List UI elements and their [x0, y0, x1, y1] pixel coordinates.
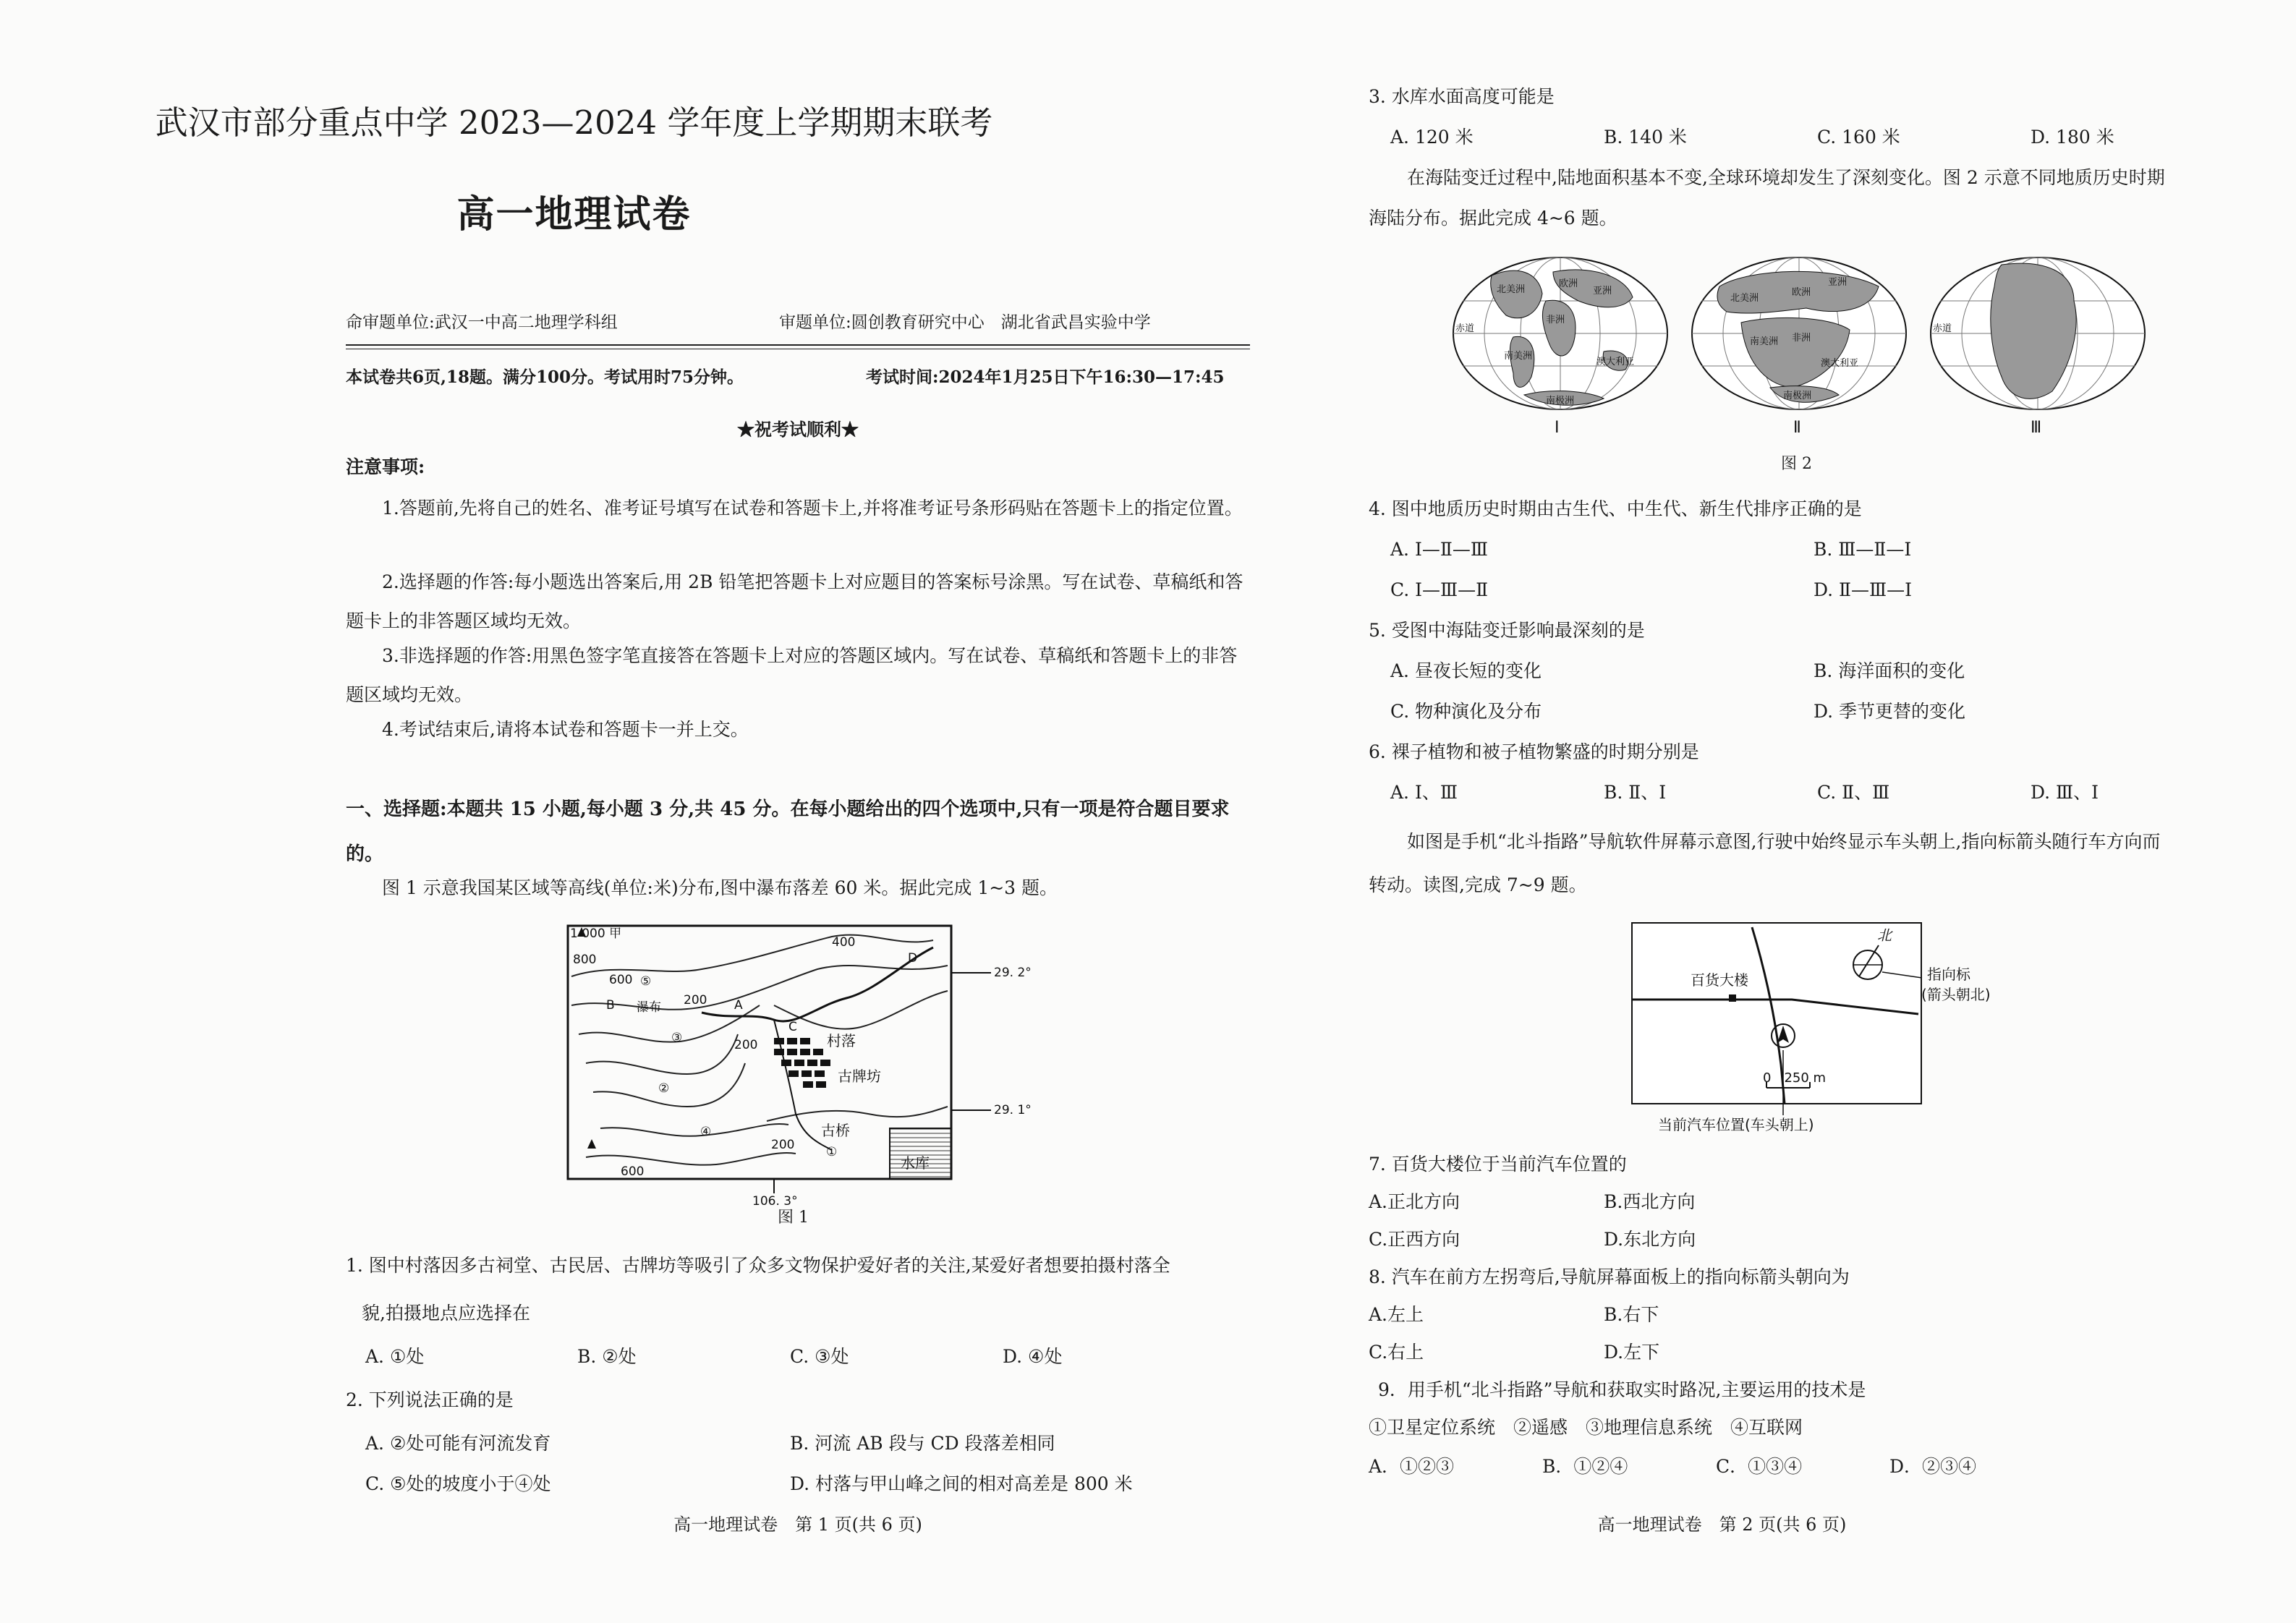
label-200b: 200 — [734, 1038, 758, 1052]
q5-option-b[interactable]: B. 海洋面积的变化 — [1814, 660, 1965, 681]
notice-2: 2.选择题的作答:每小题选出答案后,用 2B 铅笔把答题卡上对应题目的答案标号涂黑。写在试卷、草稿纸和答题卡上的非答题区域均无效。 — [346, 571, 1243, 631]
label-point-3: ③ — [671, 1031, 683, 1045]
page-1-footer: 高一地理试卷 第 1 页(共 6 页) — [673, 1515, 922, 1535]
peak-icon — [587, 1139, 596, 1149]
q7-option-a[interactable]: A.正北方向 — [1369, 1191, 1460, 1212]
q5-option-d[interactable]: D. 季节更替的变化 — [1814, 701, 1966, 722]
label-600b: 600 — [621, 1164, 645, 1179]
label-D: D — [908, 951, 918, 966]
notice-3: 3.非选择题的作答:用黑色签字笔直接答在答题卡上对应的答题区域内。写在试卷、草稿纸和答题卡上的非答题区域均无效。 — [346, 645, 1238, 705]
north-label: 北 — [1877, 926, 1892, 944]
q6-option-c[interactable]: C. Ⅱ、Ⅲ — [1817, 782, 1890, 803]
label-200a: 200 — [684, 993, 707, 1008]
label-reservoir: 水库 — [901, 1154, 930, 1172]
label-lat-2: 29. 1° — [994, 1103, 1032, 1117]
label-antarctica: 南极洲 — [1546, 396, 1575, 406]
q4-option-c[interactable]: C. Ⅰ—Ⅲ—Ⅱ — [1390, 579, 1489, 600]
globe-2 — [1692, 257, 1906, 437]
q1-option-c[interactable]: C. ③处 — [790, 1346, 849, 1367]
q4-6-intro-line2: 海陆分布。据此完成 4~6 题。 — [1369, 208, 1617, 229]
label-400: 400 — [832, 935, 856, 950]
q5-option-a[interactable]: A. 昼夜长短的变化 — [1390, 660, 1542, 681]
label-europe-2: 欧洲 — [1792, 287, 1811, 298]
q1-option-b[interactable]: B. ②处 — [577, 1346, 637, 1367]
label-B: B — [606, 998, 615, 1013]
contour-line — [600, 1124, 788, 1136]
q2-option-d[interactable]: D. 村落与甲山峰之间的相对高差是 800 米 — [790, 1473, 1133, 1494]
q7-9-intro-line2: 转动。读图,完成 7~9 题。 — [1369, 874, 1587, 895]
figure-1-caption: 图 1 — [778, 1209, 809, 1227]
globe-label-3: Ⅲ — [2031, 419, 2042, 437]
q1-stem-line2: 貌,拍摄地点应选择在 — [362, 1303, 530, 1324]
label-asia: 亚洲 — [1593, 286, 1612, 297]
label-jia: 1 000 甲 — [570, 926, 622, 941]
q4-option-a[interactable]: A. Ⅰ—Ⅱ—Ⅲ — [1390, 539, 1488, 560]
label-C: C — [788, 1020, 797, 1034]
q2-option-b[interactable]: B. 河流 AB 段与 CD 段落差相同 — [790, 1433, 1055, 1454]
q9-option-b[interactable]: B．①②④ — [1542, 1456, 1628, 1477]
q8-stem: 8. 汽车在前方左拐弯后,导航屏幕面板上的指向标箭头朝向为 — [1369, 1266, 1850, 1287]
label-lon: 106. 3° — [752, 1194, 798, 1208]
q6-stem: 6. 裸子植物和被子植物繁盛的时期分别是 — [1369, 741, 1699, 762]
label-equator-3: 赤道 — [1933, 323, 1952, 334]
label-point-1: ① — [826, 1145, 838, 1159]
compile-unit: 命审题单位:武汉一中高二地理学科组 — [346, 313, 618, 332]
label-south-america: 南美洲 — [1504, 351, 1533, 362]
q8-option-b[interactable]: B.右下 — [1604, 1304, 1659, 1325]
q8-option-c[interactable]: C.右上 — [1369, 1342, 1424, 1363]
q7-option-b[interactable]: B.西北方向 — [1604, 1191, 1696, 1212]
car-label: 当前汽车位置(车头朝上) — [1658, 1116, 1814, 1133]
q9-option-a[interactable]: A．①②③ — [1369, 1456, 1455, 1477]
label-arch: 古牌坊 — [838, 1068, 881, 1085]
label-africa: 非洲 — [1546, 315, 1565, 325]
q3-option-c[interactable]: C. 160 米 — [1817, 127, 1900, 148]
label-equator: 赤道 — [1455, 323, 1475, 334]
navigation-screen-figure — [1629, 920, 2034, 1137]
label-south-america-2: 南美洲 — [1750, 336, 1779, 347]
header-rule-top — [346, 344, 1250, 346]
label-lat-1: 29. 2° — [994, 966, 1032, 980]
figure-1-intro: 图 1 示意我国某区域等高线(单位:米)分布,图中瀑布落差 60 米。据此完成 1~3 题。 — [382, 877, 1058, 898]
q4-option-d[interactable]: D. Ⅱ—Ⅲ—Ⅰ — [1814, 579, 1913, 600]
store-marker — [1729, 994, 1736, 1002]
label-800: 800 — [573, 953, 597, 967]
globe-label-2: Ⅱ — [1793, 419, 1801, 437]
q3-option-a[interactable]: A. 120 米 — [1390, 127, 1474, 148]
notice-4: 4.考试结束后,请将本试卷和答题卡一并上交。 — [382, 719, 749, 740]
label-village: 村落 — [827, 1032, 856, 1049]
globe-1 — [1453, 257, 1667, 437]
contour-line — [586, 1034, 738, 1074]
q4-option-b[interactable]: B. Ⅲ—Ⅱ—Ⅰ — [1814, 539, 1912, 560]
label-australia: 澳大利亚 — [1596, 357, 1635, 367]
notice-heading: 注意事项: — [346, 456, 425, 477]
contour-line — [571, 935, 933, 976]
q6-option-a[interactable]: A. Ⅰ、Ⅲ — [1390, 782, 1458, 803]
label-north-america-2: 北美洲 — [1730, 293, 1759, 304]
exam-page-2 — [1148, 0, 2296, 1623]
label-waterfall: 瀑布 — [637, 1000, 661, 1015]
q5-stem: 5. 受图中海陆变迁影响最深刻的是 — [1369, 620, 1645, 641]
label-point-2: ② — [658, 1081, 670, 1096]
label-australia-2: 澳大利亚 — [1821, 358, 1859, 369]
q4-stem: 4. 图中地质历史时期由古生代、中生代、新生代排序正确的是 — [1369, 498, 1862, 519]
scale-label: 0 250 m — [1763, 1070, 1827, 1086]
q7-stem: 7. 百货大楼位于当前汽车位置的 — [1369, 1154, 1627, 1175]
page-2-footer: 高一地理试卷 第 2 页(共 6 页) — [1597, 1515, 1847, 1535]
review-unit: 审题单位:圆创教育研究中心 湖北省武昌实验中学 — [779, 313, 1151, 332]
exam-time: 考试时间:2024年1月25日下午16:30—17:45 — [866, 367, 1225, 387]
label-africa-2: 非洲 — [1792, 333, 1811, 344]
figure-2-caption: 图 2 — [1781, 455, 1812, 473]
q1-option-d[interactable]: D. ④处 — [1003, 1346, 1063, 1367]
label-200c: 200 — [771, 1138, 795, 1152]
label-europe: 欧洲 — [1559, 278, 1578, 289]
q7-option-d[interactable]: D.东北方向 — [1604, 1229, 1696, 1250]
good-luck-wish: ★祝考试顺利★ — [737, 419, 859, 440]
label-antarctica-2: 南极洲 — [1783, 391, 1812, 401]
q2-stem: 2. 下列说法正确的是 — [346, 1389, 514, 1410]
q1-stem-line1: 1. 图中村落因多古祠堂、古民居、古牌坊等吸引了众多文物保护爱好者的关注,某爱好者想要拍摄村落全 — [346, 1255, 1170, 1276]
pointer-note: (箭头朝北) — [1921, 986, 1991, 1003]
q6-option-d[interactable]: D. Ⅲ、Ⅰ — [2031, 782, 2099, 803]
q2-option-a[interactable]: A. ②处可能有河流发育 — [365, 1433, 551, 1454]
contour-line — [767, 1107, 948, 1121]
label-bridge: 古桥 — [821, 1122, 850, 1139]
q3-option-b[interactable]: B. 140 米 — [1604, 127, 1687, 148]
q5-option-c[interactable]: C. 物种演化及分布 — [1390, 701, 1542, 722]
label-point-5: ⑤ — [640, 974, 652, 989]
label-point-4: ④ — [700, 1125, 712, 1139]
q9-stem: 9．用手机“北斗指路”导航和获取实时路况,主要运用的技术是 — [1378, 1379, 1866, 1400]
contour-line — [586, 1153, 796, 1165]
exam-info: 本试卷共6页,18题。满分100分。考试用时75分钟。 — [346, 367, 744, 387]
label-north-america: 北美洲 — [1497, 284, 1526, 295]
figure-2-paleogeography — [1452, 243, 2146, 446]
store-label: 百货大楼 — [1691, 971, 1748, 989]
section-1-heading: 一、选择题:本题共 15 小题,每小题 3 分,共 45 分。在每小题给出的四个选项中,只有一项是符合题目要求的。 — [346, 798, 1230, 865]
village-blocks — [774, 1038, 830, 1088]
figure-1-contour-map — [557, 919, 1063, 1208]
notice-1: 1.答题前,先将自己的姓名、准考证号填写在试卷和答题卡上,并将准考证号条形码贴在答题卡上的指定位置。 — [382, 498, 1243, 519]
q7-9-intro-line1: 如图是手机“北斗指路”导航软件屏幕示意图,行驶中始终显示车头朝上,指向标箭头随行车方向而 — [1407, 831, 2161, 852]
q9-option-c[interactable]: C．①③④ — [1716, 1456, 1803, 1477]
q7-option-c[interactable]: C.正西方向 — [1369, 1229, 1460, 1250]
q6-option-b[interactable]: B. Ⅱ、Ⅰ — [1604, 782, 1667, 803]
q2-option-c[interactable]: C. ⑤处的坡度小于④处 — [365, 1473, 551, 1494]
q3-stem: 3. 水库水面高度可能是 — [1369, 86, 1555, 107]
label-600a: 600 — [609, 973, 633, 987]
q8-option-d[interactable]: D.左下 — [1604, 1342, 1660, 1363]
label-A: A — [734, 998, 743, 1013]
pointer-label: 指向标 — [1927, 966, 1970, 983]
q9-option-d[interactable]: D．②③④ — [1889, 1456, 1977, 1477]
q8-option-a[interactable]: A.左上 — [1369, 1304, 1424, 1325]
contour-line — [774, 991, 948, 1029]
subject-title: 高一地理试卷 — [456, 192, 692, 237]
exam-title: 武汉市部分重点中学 2023—2024 学年度上学期期末联考 — [155, 103, 993, 142]
q1-option-a[interactable]: A. ①处 — [365, 1346, 425, 1367]
label-asia-2: 亚洲 — [1828, 277, 1848, 288]
globe-3 — [1931, 257, 2145, 437]
globe-label-1: Ⅰ — [1555, 419, 1560, 437]
q4-6-intro-line1: 在海陆变迁过程中,陆地面积基本不变,全球环境却发生了深刻变化。图 2 示意不同地质历史时期 — [1407, 167, 2165, 188]
q3-option-d[interactable]: D. 180 米 — [2031, 127, 2114, 148]
q9-items: ①卫星定位系统 ②遥感 ③地理信息系统 ④互联网 — [1369, 1417, 1803, 1438]
